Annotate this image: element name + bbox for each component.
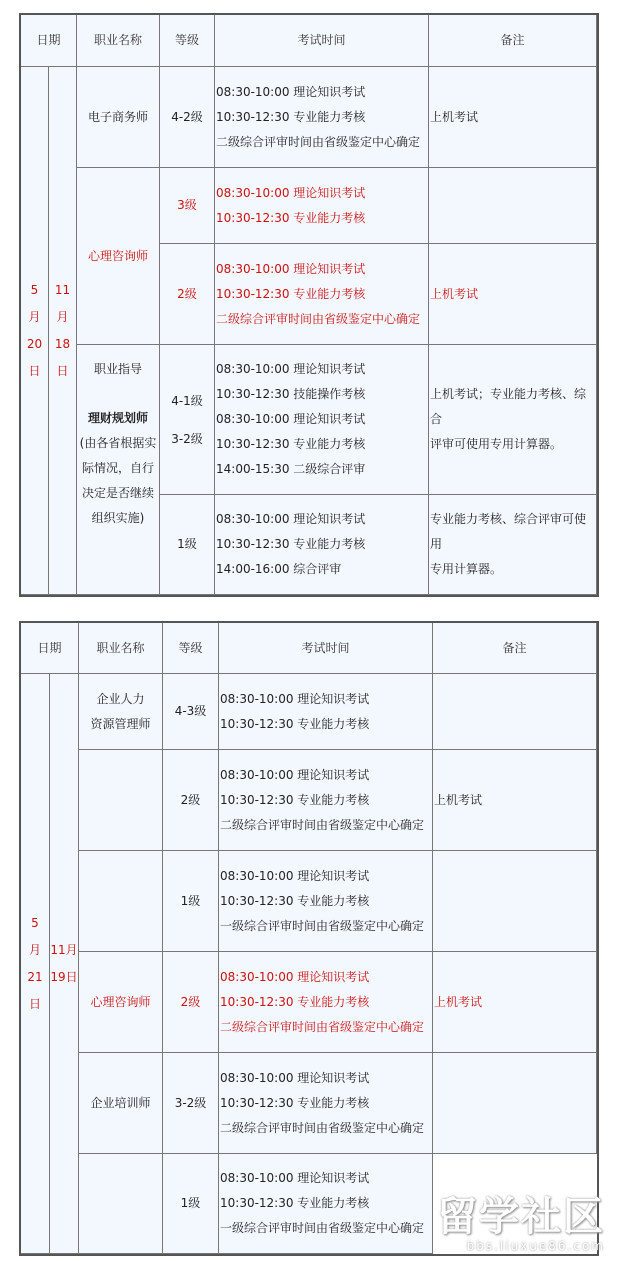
header-occupation: 职业名称 bbox=[77, 15, 160, 67]
watermark-logo-text: 留学社区 bbox=[437, 1194, 605, 1240]
time-line: 10:30-12:30 专业能力考核 bbox=[216, 210, 366, 225]
time-line: 14:00-16:00 综合评审 bbox=[216, 562, 342, 576]
level-cell: 4-2级 bbox=[160, 67, 215, 168]
date-part: 20 bbox=[26, 336, 43, 351]
time-line: 08:30-10:00 理论知识考试 bbox=[220, 969, 370, 984]
level-line: 4-1级 bbox=[171, 393, 203, 408]
watermark-url: bbs.liuxue86.com bbox=[466, 1239, 605, 1253]
level-cell: 1级 bbox=[160, 495, 215, 595]
exam-schedule-table-2 bbox=[19, 621, 599, 1256]
time-line: 08:30-10:00 理论知识考试 bbox=[216, 261, 366, 276]
occupation-empty bbox=[79, 1154, 163, 1254]
header-level: 等级 bbox=[163, 623, 219, 674]
site-watermark bbox=[437, 1195, 605, 1253]
header-remarks: 备注 bbox=[429, 15, 597, 67]
remark-line: 专用计算器。 bbox=[430, 562, 503, 576]
occupation-career-guidance-financial-planner bbox=[77, 345, 160, 595]
remarks-cell bbox=[433, 1053, 597, 1154]
exam-time-cell bbox=[215, 495, 429, 595]
occupation-empty bbox=[79, 851, 163, 952]
remarks-cell bbox=[429, 345, 597, 495]
time-line: 二级综合评审时间由省级鉴定中心确定 bbox=[220, 1019, 425, 1034]
date-part: 月 bbox=[28, 309, 41, 324]
remarks-cell bbox=[429, 67, 597, 168]
date-part: 18日 bbox=[54, 336, 71, 378]
exam-time-cell bbox=[219, 1154, 433, 1254]
date-nov-18 bbox=[49, 67, 77, 595]
occupation-name: 职业指导 bbox=[93, 362, 142, 376]
occupation-psychological-counselor bbox=[79, 952, 163, 1053]
occupation-name: 理财规划师 bbox=[87, 411, 148, 425]
exam-time-cell bbox=[215, 67, 429, 168]
exam-schedule-table-1 bbox=[19, 13, 599, 597]
remarks-cell bbox=[429, 495, 597, 595]
remarks-cell bbox=[433, 851, 597, 952]
time-line: 08:30-10:00 理论知识考试 bbox=[220, 1171, 370, 1185]
time-line: 10:30-12:30 技能操作考核 bbox=[216, 387, 366, 401]
header-occupation: 职业名称 bbox=[79, 623, 163, 674]
level-cell: 2级 bbox=[160, 244, 215, 345]
remark-line: 上机考试 bbox=[430, 286, 479, 301]
date-part: 日 bbox=[28, 363, 41, 378]
occupation-note: (由各省根据实 bbox=[79, 436, 157, 450]
header-level: 等级 bbox=[160, 15, 215, 67]
exam-time-cell bbox=[219, 851, 433, 952]
header-date: 日期 bbox=[21, 15, 77, 67]
time-line: 10:30-12:30 专业能力考核 bbox=[220, 1095, 370, 1110]
time-line: 10:30-12:30 专业能力考核 bbox=[220, 1196, 370, 1210]
header-remarks: 备注 bbox=[433, 623, 597, 674]
time-line: 二级综合评审时间由省级鉴定中心确定 bbox=[216, 134, 421, 149]
exam-time-cell bbox=[215, 244, 429, 345]
time-line: 10:30-12:30 专业能力考核 bbox=[220, 792, 370, 807]
remarks-cell bbox=[429, 244, 597, 345]
date-nov-19 bbox=[50, 674, 79, 1254]
time-line: 14:00-15:30 二级综合评审 bbox=[216, 462, 366, 476]
exam-time-cell bbox=[219, 750, 433, 851]
time-line: 二级综合评审时间由省级鉴定中心确定 bbox=[220, 817, 425, 832]
date-may-21 bbox=[21, 674, 50, 1254]
level-cell: 4-3级 bbox=[163, 674, 219, 750]
remark-line: 上机考试；专业能力考核、综合 bbox=[430, 387, 587, 426]
remarks-cell bbox=[429, 168, 597, 244]
remark-line: 专业能力考核、综合评审可使用 bbox=[430, 512, 587, 551]
level-cell: 2级 bbox=[163, 952, 219, 1053]
time-line: 10:30-12:30 专业能力考核 bbox=[216, 109, 366, 124]
time-line: 10:30-12:30 专业能力考核 bbox=[216, 286, 366, 301]
time-line: 08:30-10:00 理论知识考试 bbox=[216, 84, 366, 99]
remarks-cell bbox=[433, 674, 597, 750]
remark-line: 评审可使用专用计算器。 bbox=[430, 437, 563, 451]
level-cell: 1级 bbox=[163, 851, 219, 952]
occupation-name: 企业培训师 bbox=[90, 1095, 151, 1110]
occupation-name: 心理咨询师 bbox=[90, 994, 151, 1009]
occupation-psychological-counselor bbox=[77, 168, 160, 345]
time-line: 10:30-12:30 专业能力考核 bbox=[220, 994, 370, 1009]
time-line: 08:30-10:00 理论知识考试 bbox=[216, 412, 366, 426]
occupation-corporate-trainer bbox=[79, 1053, 163, 1154]
date-part: 11月 bbox=[54, 282, 71, 324]
occupation-name: 资源管理师 bbox=[90, 716, 151, 731]
exam-time-cell bbox=[219, 674, 433, 750]
time-line: 08:30-10:00 理论知识考试 bbox=[220, 691, 370, 706]
header-exam-time: 考试时间 bbox=[215, 15, 429, 67]
occupation-note: 组织实施) bbox=[91, 511, 145, 525]
exam-time-cell bbox=[219, 952, 433, 1053]
date-part: 5 bbox=[30, 282, 39, 297]
date-part: 5 bbox=[31, 915, 39, 930]
occupation-note: 际情况，自行 bbox=[81, 461, 154, 475]
remark-line: 上机考试 bbox=[434, 994, 483, 1009]
level-cell: 1级 bbox=[163, 1154, 219, 1254]
exam-time-cell bbox=[219, 1053, 433, 1154]
date-part: 日 bbox=[28, 996, 41, 1011]
date-part: 11月 bbox=[50, 942, 78, 957]
header-exam-time: 考试时间 bbox=[219, 623, 433, 674]
level-line: 3-2级 bbox=[171, 431, 203, 446]
time-line: 08:30-10:00 理论知识考试 bbox=[220, 767, 370, 782]
time-line: 二级综合评审时间由省级鉴定中心确定 bbox=[216, 311, 421, 326]
time-line: 08:30-10:00 理论知识考试 bbox=[220, 868, 370, 883]
time-line: 10:30-12:30 专业能力考核 bbox=[220, 893, 370, 908]
remark-line: 上机考试 bbox=[430, 109, 479, 124]
exam-time-cell bbox=[215, 168, 429, 244]
date-part: 月 bbox=[28, 942, 41, 957]
occupation-name: 心理咨询师 bbox=[87, 248, 148, 263]
remarks-cell bbox=[433, 750, 597, 851]
date-may-20 bbox=[21, 67, 49, 595]
time-line: 二级综合评审时间由省级鉴定中心确定 bbox=[220, 1120, 425, 1135]
time-line: 10:30-12:30 专业能力考核 bbox=[216, 437, 366, 451]
date-part: 19日 bbox=[50, 969, 78, 984]
occupation-name: 企业人力 bbox=[96, 691, 145, 706]
level-cell: 3-2级 bbox=[163, 1053, 219, 1154]
time-line: 08:30-10:00 理论知识考试 bbox=[216, 512, 366, 526]
header-date: 日期 bbox=[21, 623, 79, 674]
occupation-hr-manager bbox=[79, 674, 163, 750]
occupation-empty bbox=[79, 750, 163, 851]
level-cell: 3级 bbox=[160, 168, 215, 244]
exam-time-cell bbox=[215, 345, 429, 495]
time-line: 一级综合评审时间由省级鉴定中心确定 bbox=[220, 918, 425, 933]
remarks-cell bbox=[433, 952, 597, 1053]
time-line: 一级综合评审时间由省级鉴定中心确定 bbox=[220, 1221, 425, 1235]
remark-line: 上机考试 bbox=[434, 792, 483, 807]
time-line: 08:30-10:00 理论知识考试 bbox=[220, 1070, 370, 1085]
time-line: 10:30-12:30 专业能力考核 bbox=[220, 716, 370, 731]
time-line: 08:30-10:00 理论知识考试 bbox=[216, 185, 366, 200]
occupation-e-commerce bbox=[77, 67, 160, 168]
time-line: 10:30-12:30 专业能力考核 bbox=[216, 537, 366, 551]
date-part: 21 bbox=[27, 969, 43, 984]
level-cell bbox=[160, 345, 215, 495]
level-cell: 2级 bbox=[163, 750, 219, 851]
time-line: 08:30-10:00 理论知识考试 bbox=[216, 362, 366, 376]
occupation-note: 决定是否继续 bbox=[81, 486, 154, 500]
occupation-name: 电子商务师 bbox=[87, 109, 148, 124]
